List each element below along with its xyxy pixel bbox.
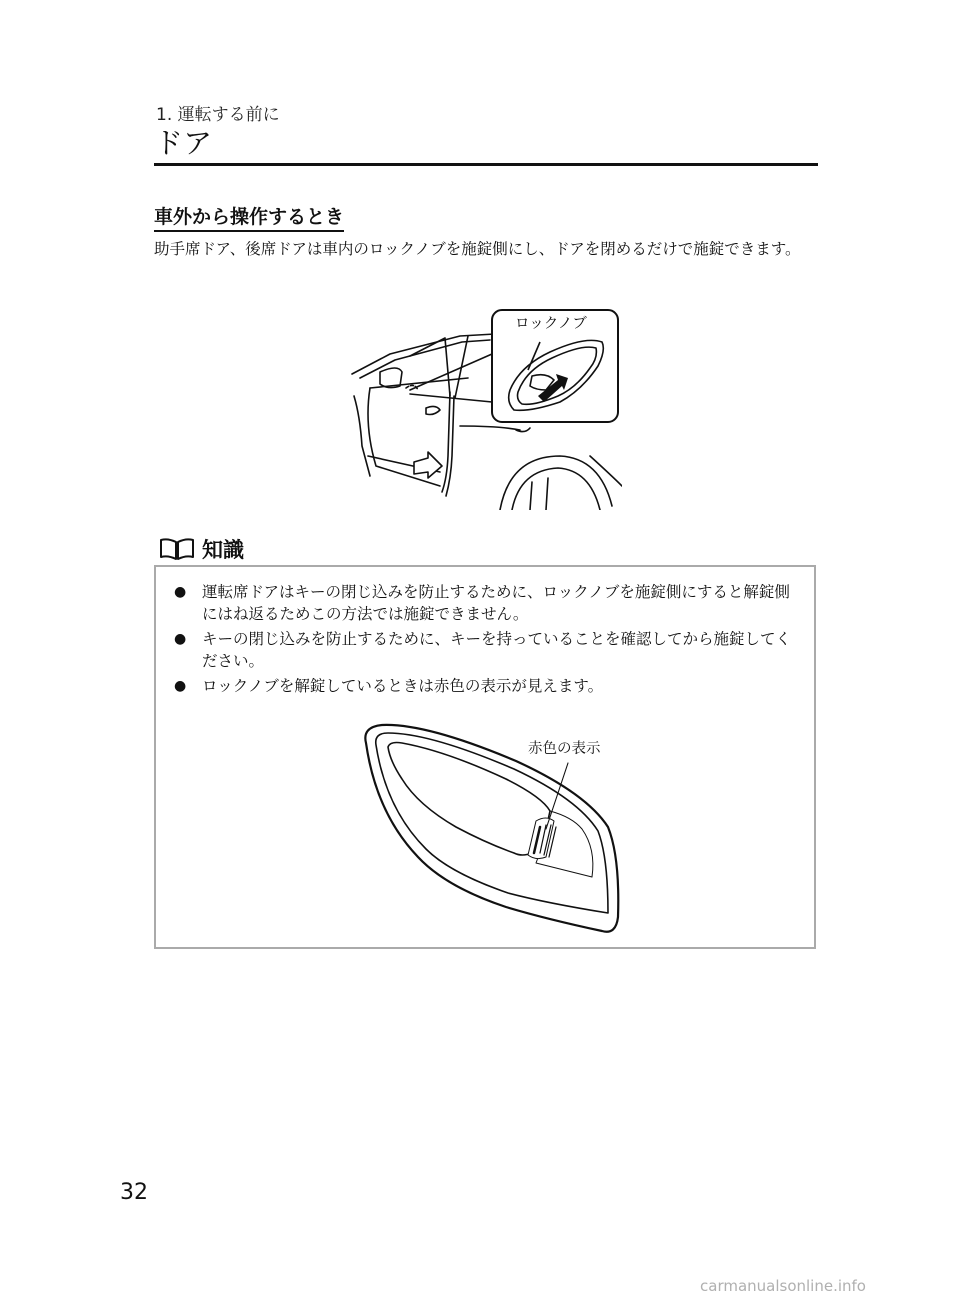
knowledge-heading xyxy=(158,533,244,565)
bullet: ● xyxy=(174,678,187,694)
list-item-text: 運転席ドアはキーの閉じ込みを防止するために、ロックノブを施錠側にすると解錠側にはね返るためこの方法では施錠できません。 xyxy=(202,583,790,623)
chapter-heading: 1. 運転する前に xyxy=(156,105,280,125)
knowledge-label: 知識 xyxy=(202,538,244,562)
lock-knob-callout: ロックノブ xyxy=(515,316,587,332)
knowledge-box xyxy=(154,565,816,949)
bullet: ● xyxy=(174,631,187,647)
red-indicator-callout: 赤色の表示 xyxy=(528,741,601,757)
subsection-heading: 車外から操作するとき xyxy=(154,205,344,232)
list-item-text: キーの閉じ込みを防止するために、キーを持っていることを確認してから施錠してください。 xyxy=(202,630,792,670)
title-rule xyxy=(154,163,818,166)
list-item-text: ロックノブを解錠しているときは赤色の表示が見えます。 xyxy=(202,677,604,695)
list-item xyxy=(174,628,804,672)
page-number: 32 xyxy=(120,1180,148,1205)
book-icon xyxy=(158,536,196,562)
bullet: ● xyxy=(174,584,187,600)
list-item xyxy=(174,581,804,625)
page-title: ドア xyxy=(154,126,214,160)
body-paragraph: 助手席ドア、後席ドアは車内のロックノブを施錠側にし、ドアを閉めるだけで施錠できます。 xyxy=(154,240,801,258)
watermark: carmanualsonline.info xyxy=(700,1277,866,1295)
list-item xyxy=(174,675,804,697)
door-lock-illustration xyxy=(350,306,622,510)
